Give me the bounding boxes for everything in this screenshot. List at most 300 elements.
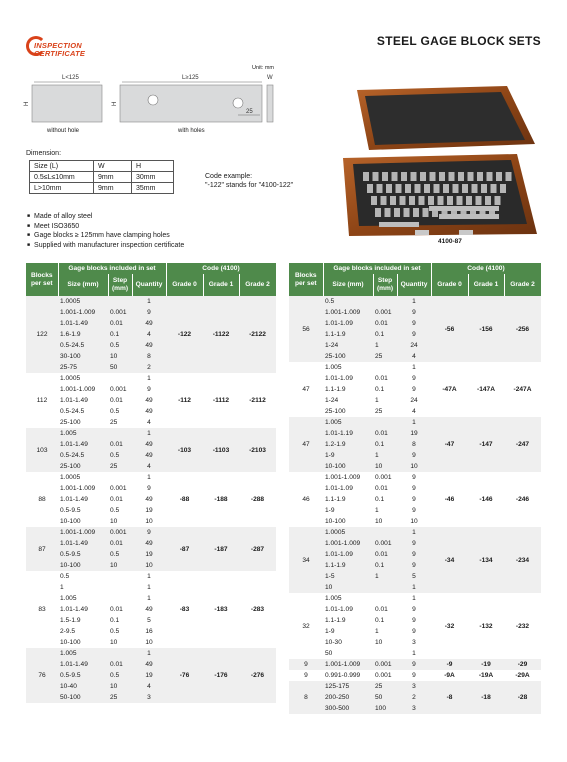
size-cell: 1.5-1.9 — [58, 615, 108, 626]
size-cell: 1.01-1.49 — [58, 538, 108, 549]
step-cell: 0.001 — [108, 384, 132, 395]
grade-2-code-cell: -232 — [504, 593, 541, 659]
quantity-cell: 1 — [132, 582, 166, 593]
header-grade2: Grade 2 — [239, 274, 276, 296]
step-cell: 25 — [108, 461, 132, 472]
grade-1-code-cell: -146 — [468, 472, 504, 527]
quantity-cell: 49 — [132, 318, 166, 329]
step-cell: 25 — [373, 681, 397, 692]
quantity-cell: 8 — [397, 439, 431, 450]
blocks-per-set-cell: 34 — [289, 527, 323, 593]
grade-1-code-cell: -1112 — [203, 373, 239, 428]
quantity-cell: 4 — [132, 329, 166, 340]
dimension-table — [29, 160, 174, 194]
step-cell: 0.1 — [373, 494, 397, 505]
size-cell: 0.5-24.5 — [58, 340, 108, 351]
grade-2-code-cell: -29 — [504, 659, 541, 670]
step-cell — [108, 472, 132, 483]
size-cell: 1.01-1.49 — [58, 604, 108, 615]
step-cell: 0.1 — [373, 329, 397, 340]
step-cell: 0.001 — [108, 483, 132, 494]
size-cell: 200-250 — [323, 692, 373, 703]
w-label: W — [267, 75, 273, 81]
size-cell: 1.01-1.49 — [58, 318, 108, 329]
quantity-cell: 1 — [132, 648, 166, 659]
quantity-cell: 19 — [132, 549, 166, 560]
dim-header-h: H — [132, 161, 174, 172]
step-cell: 10 — [108, 516, 132, 527]
size-cell: 1.01-1.09 — [323, 604, 373, 615]
step-cell: 25 — [373, 406, 397, 417]
step-cell: 25 — [108, 692, 132, 703]
size-cell: 10-100 — [58, 637, 108, 648]
quantity-cell: 9 — [397, 329, 431, 340]
size-cell: 1.1-1.9 — [323, 494, 373, 505]
size-cell: 1.1-1.9 — [323, 560, 373, 571]
size-cell: 25-100 — [58, 417, 108, 428]
table-row — [289, 527, 541, 538]
table-row — [289, 417, 541, 428]
quantity-cell: 1 — [132, 472, 166, 483]
blocks-per-set-cell: 46 — [289, 472, 323, 527]
quantity-cell: 9 — [132, 384, 166, 395]
step-cell: 0.5 — [108, 505, 132, 516]
table-row — [289, 296, 541, 307]
size-cell: 1.005 — [323, 362, 373, 373]
step-cell: 0.01 — [373, 604, 397, 615]
quantity-cell: 2 — [397, 692, 431, 703]
size-cell: 125-175 — [323, 681, 373, 692]
size-cell: 25-100 — [323, 351, 373, 362]
quantity-cell: 5 — [132, 615, 166, 626]
quantity-cell: 24 — [397, 340, 431, 351]
step-cell: 1 — [373, 626, 397, 637]
blocks-per-set-cell: 9 — [289, 670, 323, 681]
grade-2-code-cell: -2112 — [239, 373, 276, 428]
size-cell: 1.0005 — [58, 373, 108, 384]
dim-header-size: Size (L) — [30, 161, 94, 172]
header-blocks-per-set: Blocks per set — [26, 263, 58, 296]
size-cell: 10-40 — [58, 681, 108, 692]
size-cell: 1-9 — [323, 505, 373, 516]
size-cell: 1.1-1.9 — [323, 329, 373, 340]
step-cell: 0.5 — [108, 549, 132, 560]
grade-1-code-cell: -134 — [468, 527, 504, 593]
step-cell — [108, 593, 132, 604]
size-cell: 1.001-1.009 — [58, 527, 108, 538]
step-cell: 0.01 — [108, 604, 132, 615]
quantity-cell: 2 — [132, 362, 166, 373]
step-cell — [373, 417, 397, 428]
code-example-text: "-122" stands for "4100-122" — [205, 182, 294, 189]
size-cell: 25-100 — [323, 406, 373, 417]
quantity-cell: 49 — [132, 340, 166, 351]
step-cell: 1 — [373, 395, 397, 406]
quantity-cell: 1 — [132, 593, 166, 604]
right-h-label: H — [112, 101, 118, 106]
step-cell: 0.1 — [373, 439, 397, 450]
quantity-cell: 1 — [397, 593, 431, 604]
header-step: Step (mm) — [373, 274, 397, 296]
gage-block-sets-table-left — [26, 263, 277, 703]
blocks-per-set-cell: 47 — [289, 362, 323, 417]
step-cell — [373, 527, 397, 538]
quantity-cell: 9 — [397, 450, 431, 461]
size-cell: 0.5 — [323, 296, 373, 307]
step-cell: 10 — [108, 637, 132, 648]
quantity-cell: 9 — [397, 307, 431, 318]
size-cell: 1.1-1.9 — [323, 384, 373, 395]
step-cell: 0.1 — [373, 384, 397, 395]
step-cell: 0.001 — [108, 527, 132, 538]
header-size: Size (mm) — [323, 274, 373, 296]
grade-2-code-cell: -2122 — [239, 296, 276, 373]
step-cell: 1 — [373, 571, 397, 582]
grade-2-code-cell: -29A — [504, 670, 541, 681]
step-cell: 0.001 — [373, 307, 397, 318]
grade-0-code-cell: -9 — [431, 659, 468, 670]
size-cell: 10-100 — [323, 516, 373, 527]
blocks-per-set-cell: 9 — [289, 659, 323, 670]
step-cell: 0.01 — [373, 373, 397, 384]
quantity-cell: 9 — [397, 538, 431, 549]
caption-without-hole: without hole — [47, 128, 80, 134]
step-cell: 10 — [373, 461, 397, 472]
step-cell: 10 — [373, 516, 397, 527]
grade-0-code-cell: -112 — [166, 373, 203, 428]
dim-header-w: W — [94, 161, 132, 172]
clamp-hole-right-icon — [233, 98, 243, 108]
quantity-cell: 9 — [397, 626, 431, 637]
step-cell — [108, 428, 132, 439]
blocks-per-set-cell: 32 — [289, 593, 323, 659]
table-row — [26, 472, 276, 483]
blocks-per-set-cell: 56 — [289, 296, 323, 362]
size-cell: 1.01-1.49 — [58, 494, 108, 505]
step-cell: 0.01 — [373, 428, 397, 439]
grade-2-code-cell: -288 — [239, 472, 276, 527]
size-cell: 1.1-1.9 — [323, 615, 373, 626]
size-cell: 1.001-1.009 — [58, 483, 108, 494]
quantity-cell: 9 — [132, 483, 166, 494]
header-grade1: Grade 1 — [468, 274, 504, 296]
size-cell: 10-100 — [323, 461, 373, 472]
size-cell: 10-100 — [58, 560, 108, 571]
grade-0-code-cell: -103 — [166, 428, 203, 472]
size-cell: 1-9 — [323, 450, 373, 461]
quantity-cell: 49 — [132, 395, 166, 406]
clamp-hole-left-icon — [148, 95, 158, 105]
dim-cell: 9mm — [94, 172, 132, 183]
feature-item: ■ Made of alloy steel — [27, 212, 184, 222]
grade-2-code-cell: -247A — [504, 362, 541, 417]
header-step: Step (mm) — [108, 274, 132, 296]
feature-list — [27, 212, 184, 250]
size-cell: 10-100 — [58, 516, 108, 527]
quantity-cell: 9 — [397, 560, 431, 571]
quantity-cell: 49 — [132, 450, 166, 461]
header-included: Gage blocks included in set — [58, 263, 166, 274]
size-cell: 1.01-1.19 — [323, 428, 373, 439]
feature-item: ■ Gage blocks ≥ 125mm have clamping holes — [27, 231, 184, 241]
table-row — [26, 571, 276, 582]
step-cell: 10 — [108, 351, 132, 362]
gage-block-sets-table-right — [289, 263, 542, 714]
table-row — [26, 296, 276, 307]
header-grade1: Grade 1 — [203, 274, 239, 296]
step-cell: 1 — [373, 450, 397, 461]
grade-0-code-cell: -34 — [431, 527, 468, 593]
step-cell — [108, 571, 132, 582]
block-without-hole — [32, 85, 102, 122]
step-cell: 0.5 — [108, 670, 132, 681]
blocks-per-set-cell: 87 — [26, 527, 58, 571]
table-row — [289, 472, 541, 483]
quantity-cell: 4 — [397, 351, 431, 362]
size-cell: 1.001-1.009 — [323, 659, 373, 670]
table-row — [26, 527, 276, 538]
step-cell: 0.01 — [108, 494, 132, 505]
step-cell: 0.01 — [373, 318, 397, 329]
header-code: Code (4100) — [431, 263, 541, 274]
size-cell: 1.01-1.49 — [58, 395, 108, 406]
quantity-cell: 9 — [397, 659, 431, 670]
quantity-cell: 49 — [132, 659, 166, 670]
grade-1-code-cell: -19A — [468, 670, 504, 681]
grade-2-code-cell: -287 — [239, 527, 276, 571]
quantity-cell: 10 — [397, 516, 431, 527]
hole-dim-label: 25 — [246, 109, 253, 115]
caption-with-holes: with holes — [178, 128, 205, 134]
size-cell: 0.991-0.999 — [323, 670, 373, 681]
step-cell: 10 — [108, 560, 132, 571]
step-cell — [108, 373, 132, 384]
step-cell: 0.001 — [373, 670, 397, 681]
header-code: Code (4100) — [166, 263, 276, 274]
quantity-cell: 19 — [397, 428, 431, 439]
dim-cell: 9mm — [94, 183, 132, 194]
grade-2-code-cell: -2103 — [239, 428, 276, 472]
quantity-cell: 9 — [397, 615, 431, 626]
quantity-cell: 49 — [132, 439, 166, 450]
size-cell: 0.5-9.5 — [58, 505, 108, 516]
dim-cell: 35mm — [132, 183, 174, 194]
step-cell: 100 — [373, 703, 397, 714]
grade-0-code-cell: -122 — [166, 296, 203, 373]
table-row — [289, 362, 541, 373]
quantity-cell: 9 — [132, 307, 166, 318]
grade-0-code-cell: -32 — [431, 593, 468, 659]
step-cell: 0.01 — [108, 439, 132, 450]
blocks-per-set-cell: 88 — [26, 472, 58, 527]
size-cell: 1.005 — [323, 417, 373, 428]
step-cell: 0.001 — [108, 307, 132, 318]
size-cell: 10-30 — [323, 637, 373, 648]
step-cell: 0.1 — [108, 615, 132, 626]
size-cell: 0.5-9.5 — [58, 549, 108, 560]
step-cell — [373, 296, 397, 307]
step-cell: 0.01 — [108, 318, 132, 329]
code-example-title: Code example: — [205, 173, 253, 180]
quantity-cell: 1 — [397, 296, 431, 307]
grade-0-code-cell: -46 — [431, 472, 468, 527]
grade-0-code-cell: -8 — [431, 681, 468, 714]
blocks-per-set-cell: 103 — [26, 428, 58, 472]
step-cell: 50 — [373, 692, 397, 703]
quantity-cell: 4 — [397, 406, 431, 417]
grade-0-code-cell: -88 — [166, 472, 203, 527]
size-cell: 1.01-1.09 — [323, 549, 373, 560]
table-row — [26, 648, 276, 659]
step-cell: 0.01 — [108, 659, 132, 670]
grade-0-code-cell: -9A — [431, 670, 468, 681]
step-cell: 0.01 — [373, 549, 397, 560]
quantity-cell: 49 — [132, 538, 166, 549]
header-grade0: Grade 0 — [431, 274, 468, 296]
grade-0-code-cell: -76 — [166, 648, 203, 703]
size-cell: 1.0005 — [323, 527, 373, 538]
size-cell: 1.01-1.09 — [323, 318, 373, 329]
step-cell: 50 — [108, 362, 132, 373]
header-grade0: Grade 0 — [166, 274, 203, 296]
size-cell: 1.001-1.009 — [58, 384, 108, 395]
blocks-per-set-cell: 122 — [26, 296, 58, 373]
grade-2-code-cell: -247 — [504, 417, 541, 472]
quantity-cell: 1 — [397, 648, 431, 659]
grade-1-code-cell: -1103 — [203, 428, 239, 472]
quantity-cell: 3 — [397, 681, 431, 692]
step-cell: 0.1 — [373, 560, 397, 571]
feature-item: ■ Supplied with manufacturer inspection certificate — [27, 241, 184, 251]
step-cell: 0.001 — [373, 659, 397, 670]
grade-0-code-cell: -83 — [166, 571, 203, 648]
left-length-label: L<125 — [62, 75, 79, 81]
grade-1-code-cell: -19 — [468, 659, 504, 670]
quantity-cell: 9 — [397, 505, 431, 516]
step-cell: 25 — [108, 417, 132, 428]
grade-1-code-cell: -187 — [203, 527, 239, 571]
size-cell: 50-100 — [58, 692, 108, 703]
quantity-cell: 4 — [132, 681, 166, 692]
table-row — [26, 428, 276, 439]
quantity-cell: 4 — [132, 417, 166, 428]
logo-line-2: CERTIFICATE — [34, 49, 86, 58]
gage-block-case-photo — [339, 84, 539, 239]
grade-0-code-cell: -47A — [431, 362, 468, 417]
size-cell: 1.6-1.9 — [58, 329, 108, 340]
grade-1-code-cell: -183 — [203, 571, 239, 648]
size-cell: 25-100 — [58, 461, 108, 472]
header-blocks-per-set: Blocks per set — [289, 263, 323, 296]
blocks-per-set-cell: 112 — [26, 373, 58, 428]
table-row — [289, 681, 541, 692]
step-cell: 1 — [373, 340, 397, 351]
step-cell: 0.5 — [108, 406, 132, 417]
quantity-cell: 1 — [132, 296, 166, 307]
size-cell: 1-5 — [323, 571, 373, 582]
quantity-cell: 1 — [397, 362, 431, 373]
step-cell — [373, 582, 397, 593]
step-cell: 0.5 — [108, 340, 132, 351]
table-row — [289, 670, 541, 681]
header-grade2: Grade 2 — [504, 274, 541, 296]
block-side-view — [267, 85, 273, 122]
grade-1-code-cell: -188 — [203, 472, 239, 527]
dim-cell: L>10mm — [30, 183, 94, 194]
grade-2-code-cell: -256 — [504, 296, 541, 362]
code-example — [205, 172, 293, 190]
left-h-label: H — [24, 101, 30, 106]
quantity-cell: 49 — [132, 494, 166, 505]
size-cell: 1.005 — [58, 648, 108, 659]
quantity-cell: 1 — [397, 582, 431, 593]
grade-2-code-cell: -234 — [504, 527, 541, 593]
size-cell: 1-9 — [323, 626, 373, 637]
size-cell: 1.01-1.09 — [323, 373, 373, 384]
quantity-cell: 10 — [132, 516, 166, 527]
table-row — [289, 659, 541, 670]
size-cell: 1.01-1.09 — [323, 483, 373, 494]
quantity-cell: 1 — [132, 428, 166, 439]
quantity-cell: 9 — [397, 384, 431, 395]
quantity-cell: 1 — [132, 571, 166, 582]
size-cell: 25-75 — [58, 362, 108, 373]
size-cell: 1.01-1.49 — [58, 659, 108, 670]
quantity-cell: 3 — [397, 703, 431, 714]
step-cell — [108, 582, 132, 593]
dimension-title: Dimension: — [26, 150, 62, 157]
grade-1-code-cell: -156 — [468, 296, 504, 362]
quantity-cell: 5 — [397, 571, 431, 582]
blocks-per-set-cell: 8 — [289, 681, 323, 714]
grade-0-code-cell: -87 — [166, 527, 203, 571]
quantity-cell: 9 — [132, 527, 166, 538]
quantity-cell: 49 — [132, 604, 166, 615]
size-cell: 0.5-24.5 — [58, 406, 108, 417]
quantity-cell: 9 — [397, 373, 431, 384]
size-cell: 1.001-1.009 — [323, 472, 373, 483]
grade-1-code-cell: -147A — [468, 362, 504, 417]
right-length-label: L≥125 — [182, 75, 199, 81]
step-cell — [108, 648, 132, 659]
grade-2-code-cell: -246 — [504, 472, 541, 527]
step-cell: 0.01 — [108, 395, 132, 406]
feature-item: ■ Meet ISO3650 — [27, 222, 184, 232]
quantity-cell: 9 — [397, 483, 431, 494]
unit-note: Unit: mm — [252, 65, 274, 71]
size-cell: 1 — [58, 582, 108, 593]
step-cell: 0.1 — [373, 615, 397, 626]
grade-2-code-cell: -28 — [504, 681, 541, 714]
quantity-cell: 1 — [132, 373, 166, 384]
size-cell: 0.5 — [58, 571, 108, 582]
size-cell: 300-500 — [323, 703, 373, 714]
quantity-cell: 19 — [132, 670, 166, 681]
quantity-cell: 4 — [132, 461, 166, 472]
step-cell: 10 — [373, 637, 397, 648]
size-cell: 1.0005 — [58, 472, 108, 483]
grade-1-code-cell: -132 — [468, 593, 504, 659]
size-cell: 1.01-1.49 — [58, 439, 108, 450]
grade-1-code-cell: -18 — [468, 681, 504, 714]
size-cell: 0.5-9.5 — [58, 670, 108, 681]
step-cell: 0.001 — [373, 538, 397, 549]
size-cell: 1.0005 — [58, 296, 108, 307]
size-cell: 50 — [323, 648, 373, 659]
step-cell — [373, 362, 397, 373]
size-cell: 0.5-24.5 — [58, 450, 108, 461]
size-cell: 1-24 — [323, 395, 373, 406]
